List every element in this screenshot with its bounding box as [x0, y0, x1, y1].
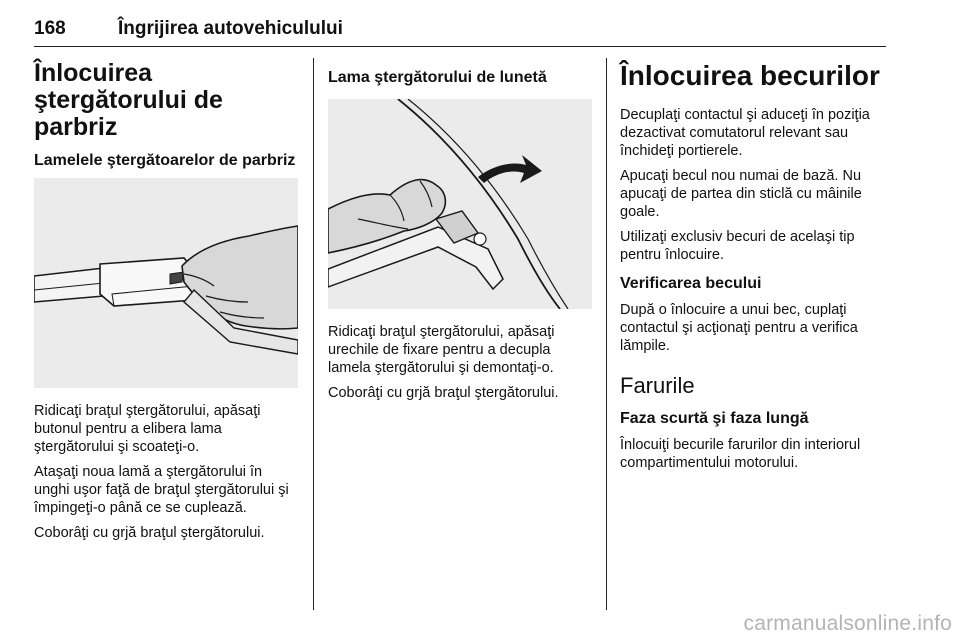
watermark: carmanualsonline.info — [743, 612, 952, 635]
subheading-rear-wiper-blade: Lama ştergătorului de lunetă — [328, 69, 547, 86]
paragraph-attach-blade: Ataşaţi noua lamă a ştergătorului în unghi uşor faţă de braţul ştergătorului şi împingeţi-o până ce se cuplează. — [34, 464, 289, 516]
paragraph-replace-headlight: Înlocuiţi becurile farurilor din interiorul compartimentului motorului. — [620, 437, 861, 471]
page-header — [34, 14, 886, 47]
paragraph-hold-base: Apucaţi becul nou numai de bază. Nu apucaţi de partea din sticlă cu mâinile goale. — [620, 168, 862, 220]
rear-wiper-illustration — [328, 99, 592, 309]
page-number: 168 — [34, 18, 66, 39]
section-heading-windshield-wiper: Înlocuirea ştergătorului de parbriz — [34, 59, 223, 141]
paragraph-lower-arm: Coborâţi cu grjă braţul ştergătorului. — [34, 525, 265, 541]
wiper-blade-illustration — [34, 178, 298, 388]
chapter-title: Îngrijirea autovehiculului — [118, 18, 343, 39]
subheading-headlights: Farurile — [620, 373, 695, 398]
paragraph-remove-blade: Ridicaţi braţul ştergătorului, apăsaţi butonul pentru a elibera lama ştergătorului şi scoateţi-o. — [34, 403, 261, 455]
subheading-low-high-beam: Faza scurtă şi faza lungă — [620, 410, 809, 427]
paragraph-rear-remove: Ridicaţi braţul ştergătorului, apăsaţi urechile de fixare pentru a decupla lamela ştergătorului şi demontaţi-o. — [328, 324, 555, 376]
column-divider — [606, 58, 607, 610]
column-rear-wiper — [328, 60, 592, 409]
subheading-wiper-blades: Lamelele ştergătoarelor de parbriz — [34, 152, 296, 169]
column-divider — [313, 58, 314, 610]
paragraph-ignition-off: Decuplaţi contactul şi aduceţi în poziţia dezactivat comutatorul relevant sau închideţi portierele. — [620, 107, 870, 159]
paragraph-same-type: Utilizaţi exclusiv becuri de acelaşi tip pentru înlocuire. — [620, 229, 855, 263]
subheading-bulb-check: Verificarea becului — [620, 275, 762, 292]
column-bulb-replacement — [620, 60, 888, 479]
column-wiper-windshield — [34, 60, 298, 549]
paragraph-rear-lower-arm: Coborâţi cu grjă braţul ştergătorului. — [328, 385, 559, 401]
section-heading-bulbs: Înlocuirea becurilor — [620, 60, 880, 91]
paragraph-check-lamps: După o înlocuire a unui bec, cuplaţi contactul şi acţionaţi pentru a verifica lămpile. — [620, 302, 858, 354]
